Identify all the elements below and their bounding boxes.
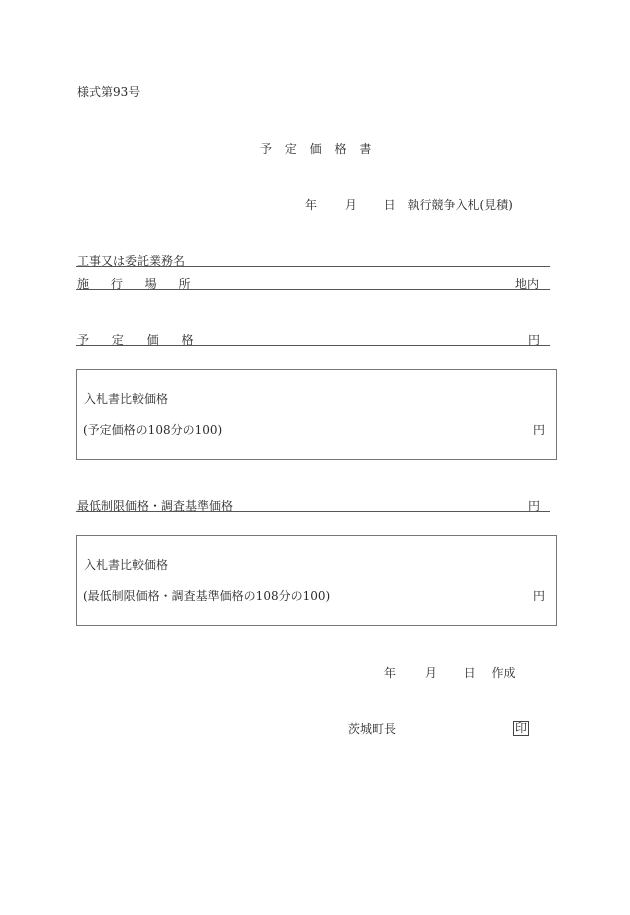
execution-date-line: [305, 198, 513, 212]
box2-note: (最低制限価格・調査基準価格の108分の100): [83, 589, 331, 603]
created-year: 年: [384, 666, 397, 680]
box1-note: (予定価格の108分の100): [83, 423, 223, 437]
location-underline: [76, 289, 550, 290]
planned-price-underline: [76, 345, 550, 346]
project-name-label: 工事又は委託業務名: [77, 254, 186, 268]
planned-price-label: 予 定 価 格: [77, 333, 194, 347]
title-char: 格: [334, 142, 347, 156]
form-number: 様式第93号: [77, 85, 141, 99]
title-char: 価: [309, 142, 322, 156]
created-day: 日: [463, 666, 476, 680]
box1-unit: 円: [533, 423, 546, 437]
seal-mark: 印: [515, 721, 528, 735]
min-price-unit: 円: [528, 499, 541, 513]
created-month: 月: [424, 666, 437, 680]
date-day: 日: [383, 198, 396, 212]
box2-unit: 円: [533, 589, 546, 603]
date-month: 月: [344, 198, 357, 212]
title-char: 予: [260, 142, 273, 156]
created-suffix: 作成: [491, 666, 516, 680]
created-date-line: [384, 666, 516, 680]
planned-price-unit: 円: [528, 333, 541, 347]
location-suffix: 地内: [515, 277, 540, 291]
box1-heading: 入札書比較価格: [84, 392, 169, 406]
date-suffix: 執行競争入札(見積): [407, 198, 513, 212]
project-name-underline: [76, 266, 550, 267]
mayor-title: 茨城町長: [348, 722, 397, 736]
bid-comparison-box-1: [76, 369, 557, 460]
min-price-underline: [76, 511, 550, 512]
title-char: 書: [359, 142, 372, 156]
box2-heading: 入札書比較価格: [84, 558, 169, 572]
min-price-label: 最低制限価格・調査基準価格: [77, 499, 234, 513]
location-label: 施 行 場 所: [77, 277, 191, 291]
document-title: [260, 142, 380, 156]
bid-comparison-box-2: [76, 535, 557, 626]
date-year: 年: [305, 198, 318, 212]
title-char: 定: [284, 142, 297, 156]
